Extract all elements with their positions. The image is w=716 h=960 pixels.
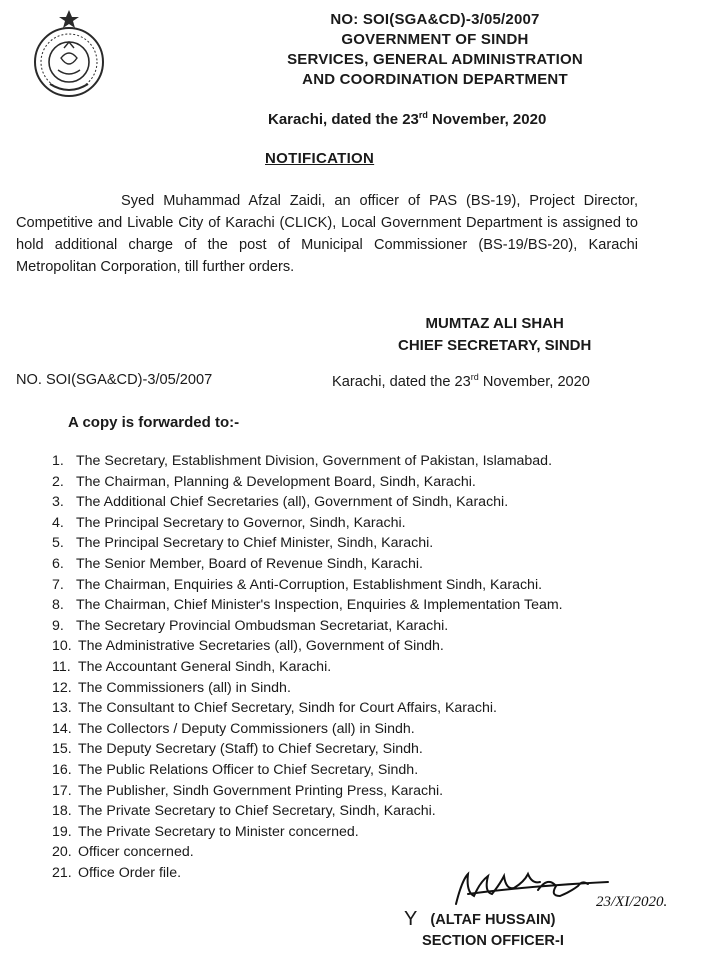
recipient-text: The Chairman, Planning & Development Board, Sindh, Karachi. (76, 473, 476, 490)
recipient-number: 15. (52, 741, 72, 758)
recipient-item (52, 781, 563, 802)
recipient-item (52, 533, 563, 554)
recipient-number: 2. (52, 473, 64, 490)
recipient-item (52, 492, 563, 513)
recipient-number: 11. (52, 658, 71, 675)
recipient-text: The Commissioners (all) in Sindh. (78, 679, 291, 696)
recipient-item (52, 472, 563, 493)
recipient-number: 21. (52, 864, 72, 881)
recipient-item (52, 822, 563, 843)
recipient-item (52, 657, 563, 678)
recipient-text: The Principal Secretary to Chief Minister, Sindh, Karachi. (76, 535, 434, 552)
recipient-number: 10. (52, 638, 72, 655)
signatory-title: CHIEF SECRETARY, SINDH (398, 337, 592, 354)
recipient-number: 17. (52, 782, 72, 799)
recipient-item (52, 801, 563, 822)
recipient-text: The Secretary Provincial Ombudsman Secretariat, Karachi. (76, 617, 449, 634)
recipient-text: The Administrative Secretaries (all), Government of Sindh. (78, 638, 444, 655)
recipient-item (52, 513, 563, 534)
recipient-item (52, 575, 563, 596)
recipient-item (52, 636, 563, 657)
recipient-text: The Senior Member, Board of Revenue Sindh, Karachi. (76, 555, 423, 572)
recipient-text: The Publisher, Sindh Government Printing Press, Karachi. (78, 782, 444, 799)
recipient-text: The Additional Chief Secretaries (all), Government of Sindh, Karachi. (76, 494, 509, 511)
recipient-number: 6. (52, 555, 64, 572)
recipient-number: 14. (52, 720, 72, 737)
notification-title: NOTIFICATION (265, 150, 375, 167)
recipient-item (52, 451, 563, 472)
notification-body (16, 190, 638, 278)
recipient-item (52, 719, 563, 740)
section-officer-signatory (422, 910, 564, 952)
recipient-item (52, 698, 563, 719)
recipient-text: The Accountant General Sindh, Karachi. (78, 658, 332, 675)
recipient-number: 3. (52, 494, 64, 511)
recipient-item (52, 678, 563, 699)
recipient-number: 13. (52, 700, 72, 717)
recipient-number: 16. (52, 761, 72, 778)
section-officer-initial: Y (404, 908, 418, 930)
recipient-number: 1. (52, 453, 64, 469)
recipient-text: The Private Secretary to Minister concerned. (78, 823, 359, 840)
header-date: Karachi, dated the 23rd November, 2020 (268, 110, 547, 128)
copy-reference-number: NO. SOI(SGA&CD)-3/05/2007 (16, 372, 213, 388)
recipient-text: Officer concerned. (78, 844, 194, 861)
recipient-number: 8. (52, 597, 64, 614)
header-reference-number: NO: SOI(SGA&CD)-3/05/2007 (330, 11, 540, 28)
recipient-number: 18. (52, 803, 72, 820)
signatory-name: MUMTAZ ALI SHAH (425, 315, 564, 332)
recipient-number: 19. (52, 823, 72, 840)
recipient-number: 4. (52, 514, 64, 531)
recipient-item (52, 554, 563, 575)
recipient-text: The Chairman, Chief Minister's Inspection, Enquiries & Implementation Team. (76, 597, 563, 614)
recipient-item (52, 739, 563, 760)
recipient-text: The Secretary, Establishment Division, Government of Pakistan, Islamabad. (76, 453, 553, 469)
section-officer-name: (ALTAF HUSSAIN) (430, 912, 556, 928)
recipient-text: The Collectors / Deputy Commissioners (all) in Sindh. (78, 720, 415, 737)
recipient-item (52, 595, 563, 616)
recipient-number: 12. (52, 679, 72, 696)
government-name: GOVERNMENT OF SINDH (341, 31, 529, 48)
copy-forwarded-heading: A copy is forwarded to:- (68, 414, 240, 431)
recipient-number: 9. (52, 617, 64, 634)
notification-body-text: Syed Muhammad Afzal Zaidi, an officer of PAS (BS-19), Project Director, Competitive and Livable City of Karachi (CLICK), Local Government Department is assigned to hold additional charge of the post of Municipal Commissioner (BS-19/BS-20), Karachi Metropolitan Corporation, till further orders. (16, 193, 638, 275)
recipient-item (52, 760, 563, 781)
recipient-text: The Chairman, Enquiries & Anti-Corruption, Establishment Sindh, Karachi. (76, 576, 543, 593)
government-of-sindh-emblem (28, 8, 110, 100)
copy-date: Karachi, dated the 23rd November, 2020 (332, 372, 590, 390)
document-header (255, 10, 615, 90)
signature-date: 23/XI/2020. (596, 894, 668, 910)
section-officer-title: SECTION OFFICER-I (422, 933, 564, 949)
recipient-number: 5. (52, 535, 64, 552)
department-name-line-2: AND COORDINATION DEPARTMENT (302, 71, 568, 88)
recipient-text: Office Order file. (78, 864, 182, 881)
recipient-list (52, 451, 563, 883)
recipient-text: The Principal Secretary to Governor, Sindh, Karachi. (76, 514, 406, 531)
recipient-text: The Public Relations Officer to Chief Secretary, Sindh. (78, 761, 419, 778)
recipient-number: 7. (52, 576, 64, 593)
recipient-text: The Deputy Secretary (Staff) to Chief Secretary, Sindh. (78, 741, 423, 758)
recipient-text: The Private Secretary to Chief Secretary, Sindh, Karachi. (78, 803, 436, 820)
department-name-line-1: SERVICES, GENERAL ADMINISTRATION (287, 51, 583, 68)
recipient-item (52, 616, 563, 637)
recipient-text: The Consultant to Chief Secretary, Sindh for Court Affairs, Karachi. (78, 700, 497, 717)
recipient-number: 20. (52, 844, 72, 861)
chief-secretary-signatory (398, 313, 591, 357)
